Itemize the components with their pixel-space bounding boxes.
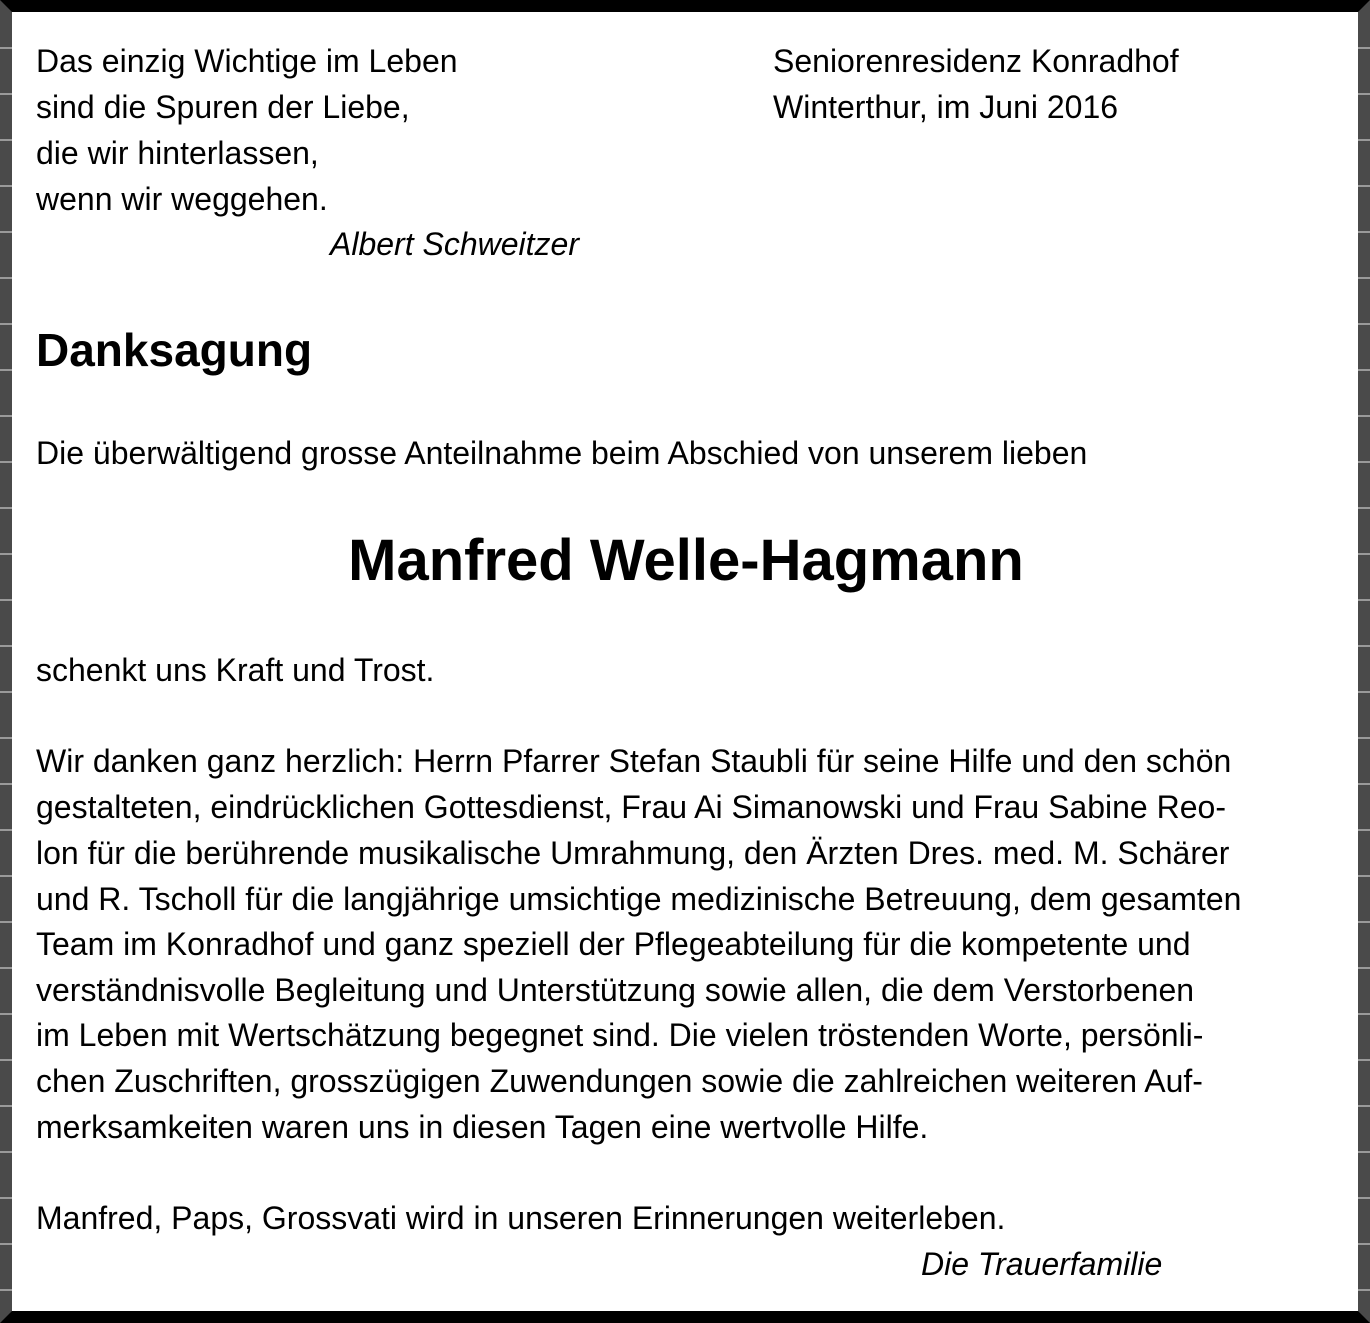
page-title: Danksagung xyxy=(36,324,313,376)
edge-tick xyxy=(0,1289,12,1291)
quote-line: die wir hinterlassen, xyxy=(36,135,319,171)
edge-tick xyxy=(0,921,12,923)
edge-tick xyxy=(1358,645,1370,647)
right-edge-marks xyxy=(1358,12,1370,1311)
edge-tick xyxy=(1358,323,1370,325)
edge-tick xyxy=(0,875,12,877)
thanks-line: verständnisvolle Begleitung und Unterstützung sowie allen, die dem Verstorbenen xyxy=(36,972,1195,1008)
edge-tick xyxy=(1358,1289,1370,1291)
edge-tick xyxy=(0,139,12,141)
edge-tick xyxy=(0,185,12,187)
edge-tick xyxy=(0,1243,12,1245)
edge-tick xyxy=(0,231,12,233)
edge-tick xyxy=(0,47,12,49)
edge-tick xyxy=(1358,415,1370,417)
edge-tick xyxy=(1358,875,1370,877)
edge-tick xyxy=(1358,231,1370,233)
edge-tick xyxy=(0,691,12,693)
edge-tick xyxy=(0,1151,12,1153)
edge-tick xyxy=(1358,691,1370,693)
thanks-line: lon für die berührende musikalische Umrahmung, den Ärzten Dres. med. M. Schärer xyxy=(36,835,1230,871)
thanks-line: Wir danken ganz herzlich: Herrn Pfarrer Stefan Staubli für seine Hilfe und den schön xyxy=(36,743,1232,779)
signature: Die Trauerfamilie xyxy=(921,1246,1163,1282)
edge-tick xyxy=(0,599,12,601)
quote-line: sind die Spuren der Liebe, xyxy=(36,89,410,125)
edge-tick xyxy=(0,645,12,647)
edge-tick xyxy=(1358,277,1370,279)
edge-tick xyxy=(0,1059,12,1061)
edge-tick xyxy=(0,415,12,417)
deceased-name: Manfred Welle-Hagmann xyxy=(348,528,1024,593)
thanks-line: und R. Tscholl für die langjährige umsichtige medizinische Betreuung, dem gesamten xyxy=(36,881,1242,917)
edge-tick xyxy=(0,369,12,371)
edge-tick xyxy=(1358,553,1370,555)
thanks-line: gestalteten, eindrücklichen Gottesdienst, Frau Ai Simanowski und Frau Sabine Reo- xyxy=(36,789,1226,825)
edge-tick xyxy=(0,829,12,831)
quote-line: Das einzig Wichtige im Leben xyxy=(36,43,458,79)
edge-tick xyxy=(0,783,12,785)
edge-tick xyxy=(0,323,12,325)
edge-tick xyxy=(1358,1059,1370,1061)
edge-tick xyxy=(1358,1197,1370,1199)
thanks-line: im Leben mit Wertschätzung begegnet sind. Die vielen tröstenden Worte, persönli- xyxy=(36,1017,1204,1053)
edge-tick xyxy=(1358,599,1370,601)
edge-tick xyxy=(0,737,12,739)
thanks-line: Team im Konradhof und ganz speziell der Pflegeabteilung für die kompetente und xyxy=(36,926,1191,962)
edge-tick xyxy=(1358,921,1370,923)
edge-tick xyxy=(1358,185,1370,187)
edge-tick xyxy=(1358,93,1370,95)
edge-tick xyxy=(1358,507,1370,509)
edge-tick xyxy=(1358,737,1370,739)
quote-author: Albert Schweitzer xyxy=(330,226,579,262)
edge-tick xyxy=(1358,783,1370,785)
place-line: Winterthur, im Juni 2016 xyxy=(773,89,1119,125)
quote-line: wenn wir weggehen. xyxy=(36,181,328,217)
edge-tick xyxy=(1358,461,1370,463)
edge-tick xyxy=(0,967,12,969)
after-name-text: schenkt uns Kraft und Trost. xyxy=(36,652,435,688)
edge-tick xyxy=(1358,1105,1370,1107)
edge-tick xyxy=(0,1013,12,1015)
edge-tick xyxy=(0,1197,12,1199)
thanks-line: chen Zuschriften, grosszügigen Zuwendungen sowie die zahlreichen weiteren Auf- xyxy=(36,1063,1203,1099)
edge-tick xyxy=(1358,1013,1370,1015)
edge-tick xyxy=(1358,369,1370,371)
edge-tick xyxy=(1358,1243,1370,1245)
edge-tick xyxy=(0,507,12,509)
edge-tick xyxy=(0,461,12,463)
edge-tick xyxy=(1358,829,1370,831)
intro-text: Die überwältigend grosse Anteilnahme beim Abschied von unserem lieben xyxy=(36,435,1088,471)
edge-tick xyxy=(0,1105,12,1107)
edge-tick xyxy=(1358,1151,1370,1153)
edge-tick xyxy=(0,93,12,95)
thanks-line: merksamkeiten waren uns in diesen Tagen eine wertvolle Hilfe. xyxy=(36,1109,929,1145)
edge-tick xyxy=(1358,47,1370,49)
edge-tick xyxy=(1358,139,1370,141)
left-edge-marks xyxy=(0,12,12,1311)
edge-tick xyxy=(0,277,12,279)
place-line: Seniorenresidenz Konradhof xyxy=(773,43,1179,79)
edge-tick xyxy=(0,553,12,555)
closing-text: Manfred, Paps, Grossvati wird in unseren Erinnerungen weiterleben. xyxy=(36,1200,1006,1236)
edge-tick xyxy=(1358,967,1370,969)
